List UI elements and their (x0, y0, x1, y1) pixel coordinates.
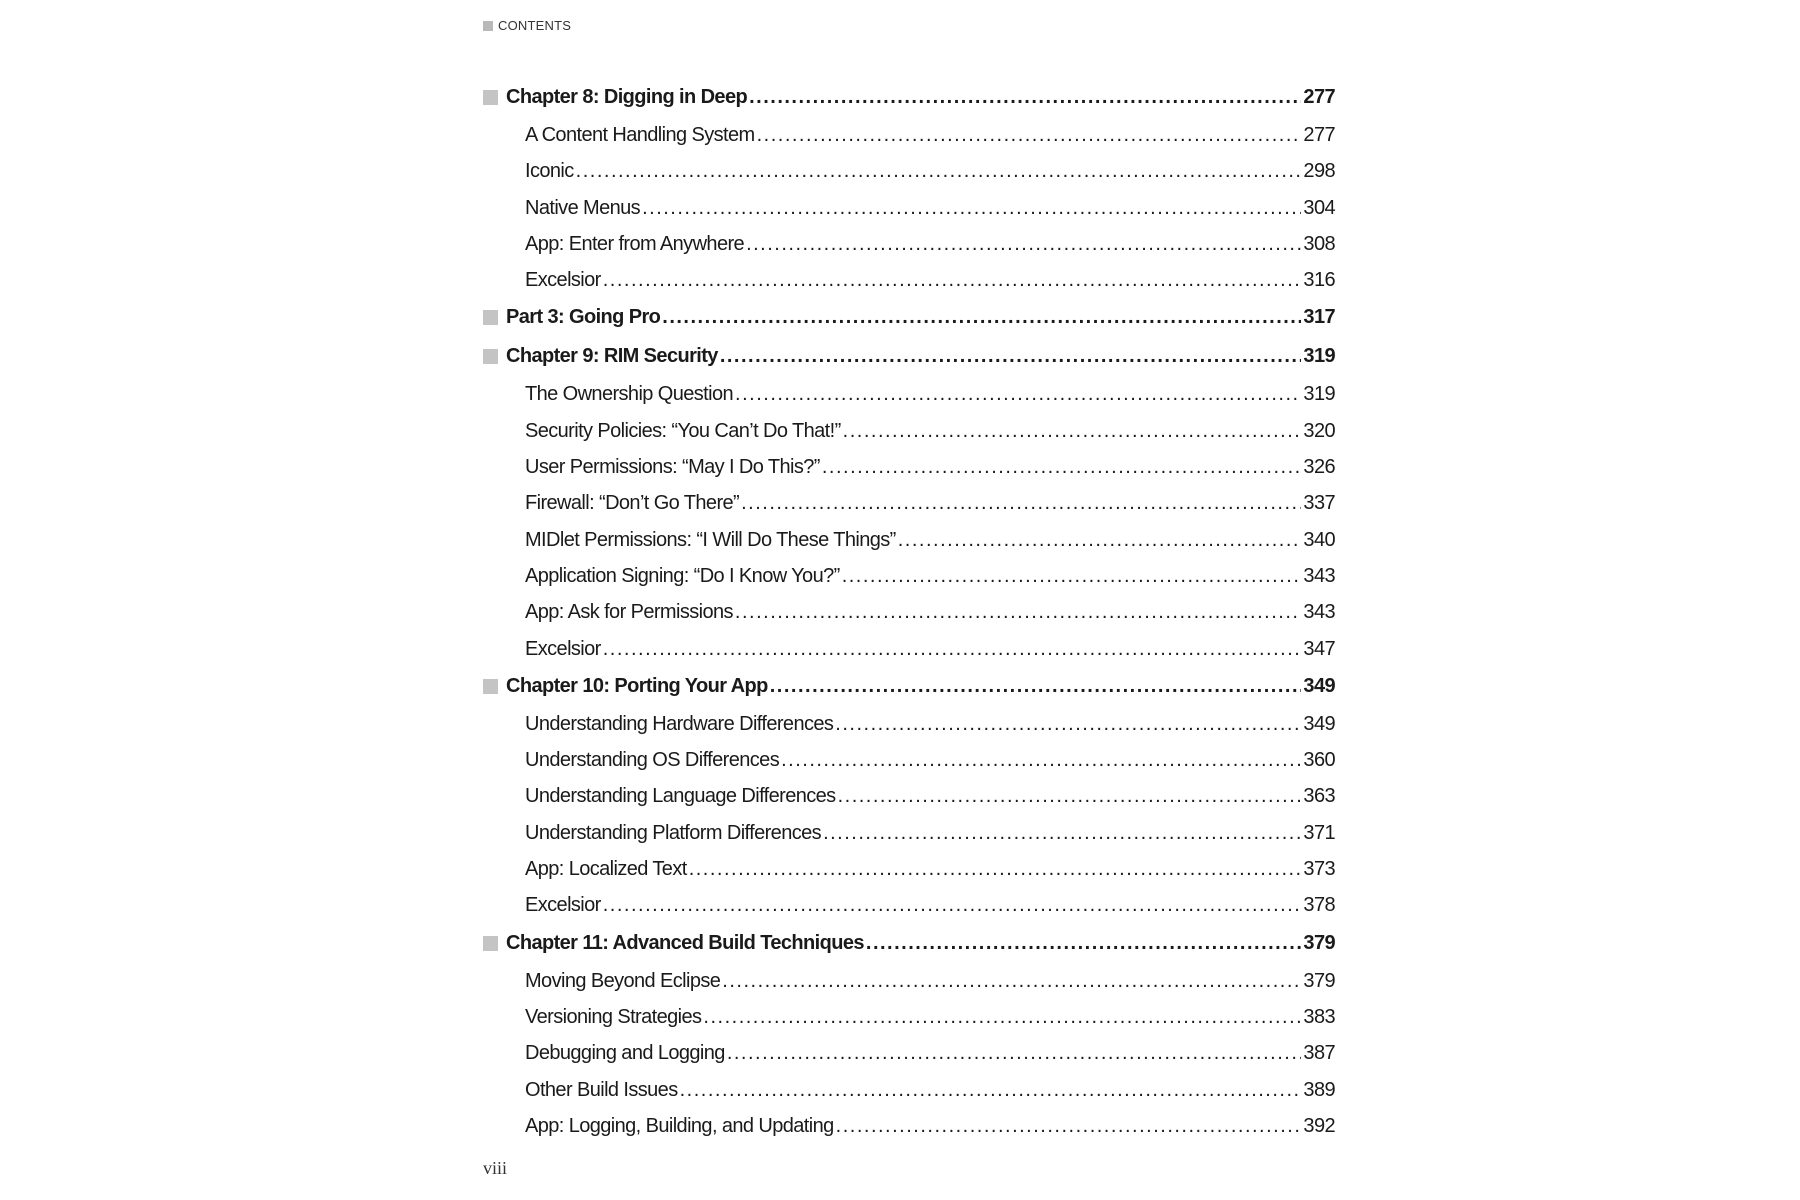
toc-entry-title: Native Menus (525, 196, 641, 219)
dot-leader (735, 376, 1301, 412)
toc-section-entry[interactable] (483, 963, 1335, 999)
toc-section-entry[interactable] (483, 706, 1335, 742)
toc-entry-title: Excelsior (525, 894, 601, 917)
table-of-contents (483, 78, 1335, 1144)
toc-entry-page-number: 392 (1303, 1114, 1335, 1137)
toc-entry-title: A Content Handling System (525, 124, 755, 146)
dot-leader (741, 485, 1301, 521)
toc-entry-page-number: 379 (1303, 969, 1335, 992)
toc-entry-page-number: 326 (1303, 456, 1335, 479)
toc-chapter-entry[interactable] (483, 667, 1335, 706)
toc-entry-page-number: 277 (1303, 124, 1335, 146)
toc-chapter-entry[interactable] (483, 337, 1335, 376)
toc-entry-page-number: 304 (1303, 196, 1335, 219)
dot-leader (603, 887, 1302, 923)
dot-leader (746, 226, 1301, 262)
running-head-label: CONTENTS (498, 18, 572, 33)
toc-section-entry[interactable] (483, 376, 1335, 412)
toc-entry-page-number: 319 (1303, 383, 1335, 406)
toc-entry-page-number: 363 (1303, 785, 1335, 808)
dot-leader (838, 778, 1302, 814)
dot-leader (781, 742, 1301, 778)
toc-entry-title: Application Signing: “Do I Know You?” (525, 564, 840, 587)
dot-leader (642, 190, 1301, 226)
toc-entry-title: Security Policies: “You Can’t Do That!” (525, 419, 841, 442)
square-bullet-icon (483, 21, 493, 31)
page-number: viii (483, 1158, 508, 1178)
toc-entry-page-number: 347 (1303, 637, 1335, 660)
toc-section-entry[interactable] (483, 778, 1335, 814)
toc-section-entry[interactable] (483, 522, 1335, 558)
toc-entry-page-number: 340 (1303, 528, 1335, 551)
dot-leader (603, 631, 1302, 667)
toc-entry-page-number: 298 (1303, 160, 1335, 183)
toc-entry-title: App: Localized Text (525, 858, 687, 881)
toc-section-entry[interactable] (483, 815, 1335, 851)
toc-entry-title: Understanding Platform Differences (525, 821, 822, 844)
toc-entry-title: User Permissions: “May I Do This?” (525, 456, 820, 479)
toc-entry-title: Other Build Issues (525, 1078, 678, 1101)
toc-entry-title: Chapter 8: Digging in Deep (506, 86, 748, 108)
toc-section-entry[interactable] (483, 153, 1335, 189)
dot-leader (662, 298, 1301, 337)
toc-entry-page-number: 378 (1303, 894, 1335, 917)
dot-leader (749, 78, 1301, 117)
toc-entry-title: App: Logging, Building, and Updating (525, 1114, 834, 1137)
dot-leader (727, 1035, 1302, 1071)
toc-section-entry[interactable] (483, 1072, 1335, 1108)
toc-entry-title: Excelsior (525, 269, 601, 292)
toc-entry-page-number: 373 (1303, 858, 1335, 881)
toc-section-entry[interactable] (483, 1108, 1335, 1144)
dot-leader (770, 667, 1302, 706)
toc-entry-title: Moving Beyond Eclipse (525, 969, 721, 992)
toc-entry-title: App: Ask for Permissions (525, 601, 733, 624)
toc-entry-page-number: 379 (1303, 931, 1335, 954)
toc-section-entry[interactable] (483, 851, 1335, 887)
dot-leader (836, 1108, 1302, 1144)
dot-leader (722, 963, 1301, 999)
toc-section-entry[interactable] (483, 631, 1335, 667)
toc-entry-page-number: 387 (1303, 1042, 1335, 1065)
toc-entry-page-number: 371 (1303, 821, 1335, 844)
toc-chapter-entry[interactable] (483, 298, 1335, 337)
dot-leader (866, 924, 1302, 963)
dot-leader (843, 413, 1302, 449)
dot-leader (822, 449, 1302, 485)
dot-leader (735, 594, 1302, 630)
toc-section-entry[interactable] (483, 190, 1335, 226)
toc-entry-page-number: 389 (1303, 1078, 1335, 1101)
toc-entry-title: The Ownership Question (525, 383, 734, 406)
toc-entry-page-number: 343 (1303, 601, 1335, 624)
toc-entry-title: Firewall: “Don’t Go There” (525, 492, 740, 515)
running-head (483, 18, 571, 33)
square-bullet-icon (483, 90, 498, 105)
dot-leader (842, 558, 1302, 594)
toc-entry-title: Understanding Hardware Differences (525, 712, 834, 735)
square-bullet-icon (483, 310, 498, 325)
toc-entry-title: Chapter 11: Advanced Build Techniques (506, 931, 864, 954)
toc-entry-title: Chapter 9: RIM Security (506, 345, 718, 368)
toc-section-entry[interactable] (483, 1035, 1335, 1071)
toc-entry-title: Understanding Language Differences (525, 785, 836, 808)
dot-leader (680, 1072, 1302, 1108)
dot-leader (703, 999, 1301, 1035)
toc-section-entry[interactable] (483, 558, 1335, 594)
dot-leader (720, 337, 1302, 376)
toc-section-entry[interactable] (483, 485, 1335, 521)
toc-entry-title: Debugging and Logging (525, 1042, 725, 1065)
toc-section-entry[interactable] (483, 449, 1335, 485)
dot-leader (898, 522, 1302, 558)
toc-entry-page-number: 277 (1303, 86, 1335, 108)
toc-entry-page-number: 317 (1303, 306, 1335, 329)
toc-entry-page-number: 319 (1303, 345, 1335, 368)
toc-entry-page-number: 360 (1303, 749, 1335, 772)
toc-entry-title: Excelsior (525, 637, 601, 660)
toc-entry-title: Chapter 10: Porting Your App (506, 674, 768, 697)
toc-section-entry[interactable] (483, 887, 1335, 923)
toc-entry-page-number: 349 (1303, 674, 1335, 697)
toc-entry-title: Versioning Strategies (525, 1005, 702, 1028)
toc-entry-page-number: 343 (1303, 564, 1335, 587)
toc-entry-page-number: 308 (1303, 232, 1335, 255)
square-bullet-icon (483, 349, 498, 364)
toc-entry-title: MIDlet Permissions: “I Will Do These Things” (525, 528, 896, 551)
toc-entry-page-number: 349 (1303, 712, 1335, 735)
toc-section-entry[interactable] (483, 226, 1335, 262)
toc-entry-title: Understanding OS Differences (525, 749, 780, 772)
toc-section-entry[interactable] (483, 413, 1335, 449)
toc-chapter-entry[interactable] (483, 78, 1335, 117)
dot-leader (823, 815, 1301, 851)
toc-section-entry[interactable] (483, 742, 1335, 778)
dot-leader (603, 262, 1302, 298)
toc-entry-title: App: Enter from Anywhere (525, 232, 745, 255)
square-bullet-icon (483, 679, 498, 694)
toc-entry-page-number: 337 (1303, 492, 1335, 515)
dot-leader (835, 706, 1301, 742)
toc-entry-page-number: 316 (1303, 269, 1335, 292)
toc-entry-page-number: 383 (1303, 1005, 1335, 1028)
toc-entry-title: Part 3: Going Pro (506, 306, 661, 329)
dot-leader (689, 851, 1302, 887)
dot-leader (757, 117, 1302, 153)
toc-section-entry[interactable] (483, 262, 1335, 298)
dot-leader (576, 153, 1302, 189)
toc-entry-title: Iconic (525, 160, 574, 183)
toc-section-entry[interactable] (483, 999, 1335, 1035)
toc-entry-page-number: 320 (1303, 419, 1335, 442)
toc-chapter-entry[interactable] (483, 924, 1335, 963)
book-page (483, 0, 1335, 1200)
toc-section-entry[interactable] (483, 117, 1335, 153)
square-bullet-icon (483, 936, 498, 951)
toc-section-entry[interactable] (483, 594, 1335, 630)
